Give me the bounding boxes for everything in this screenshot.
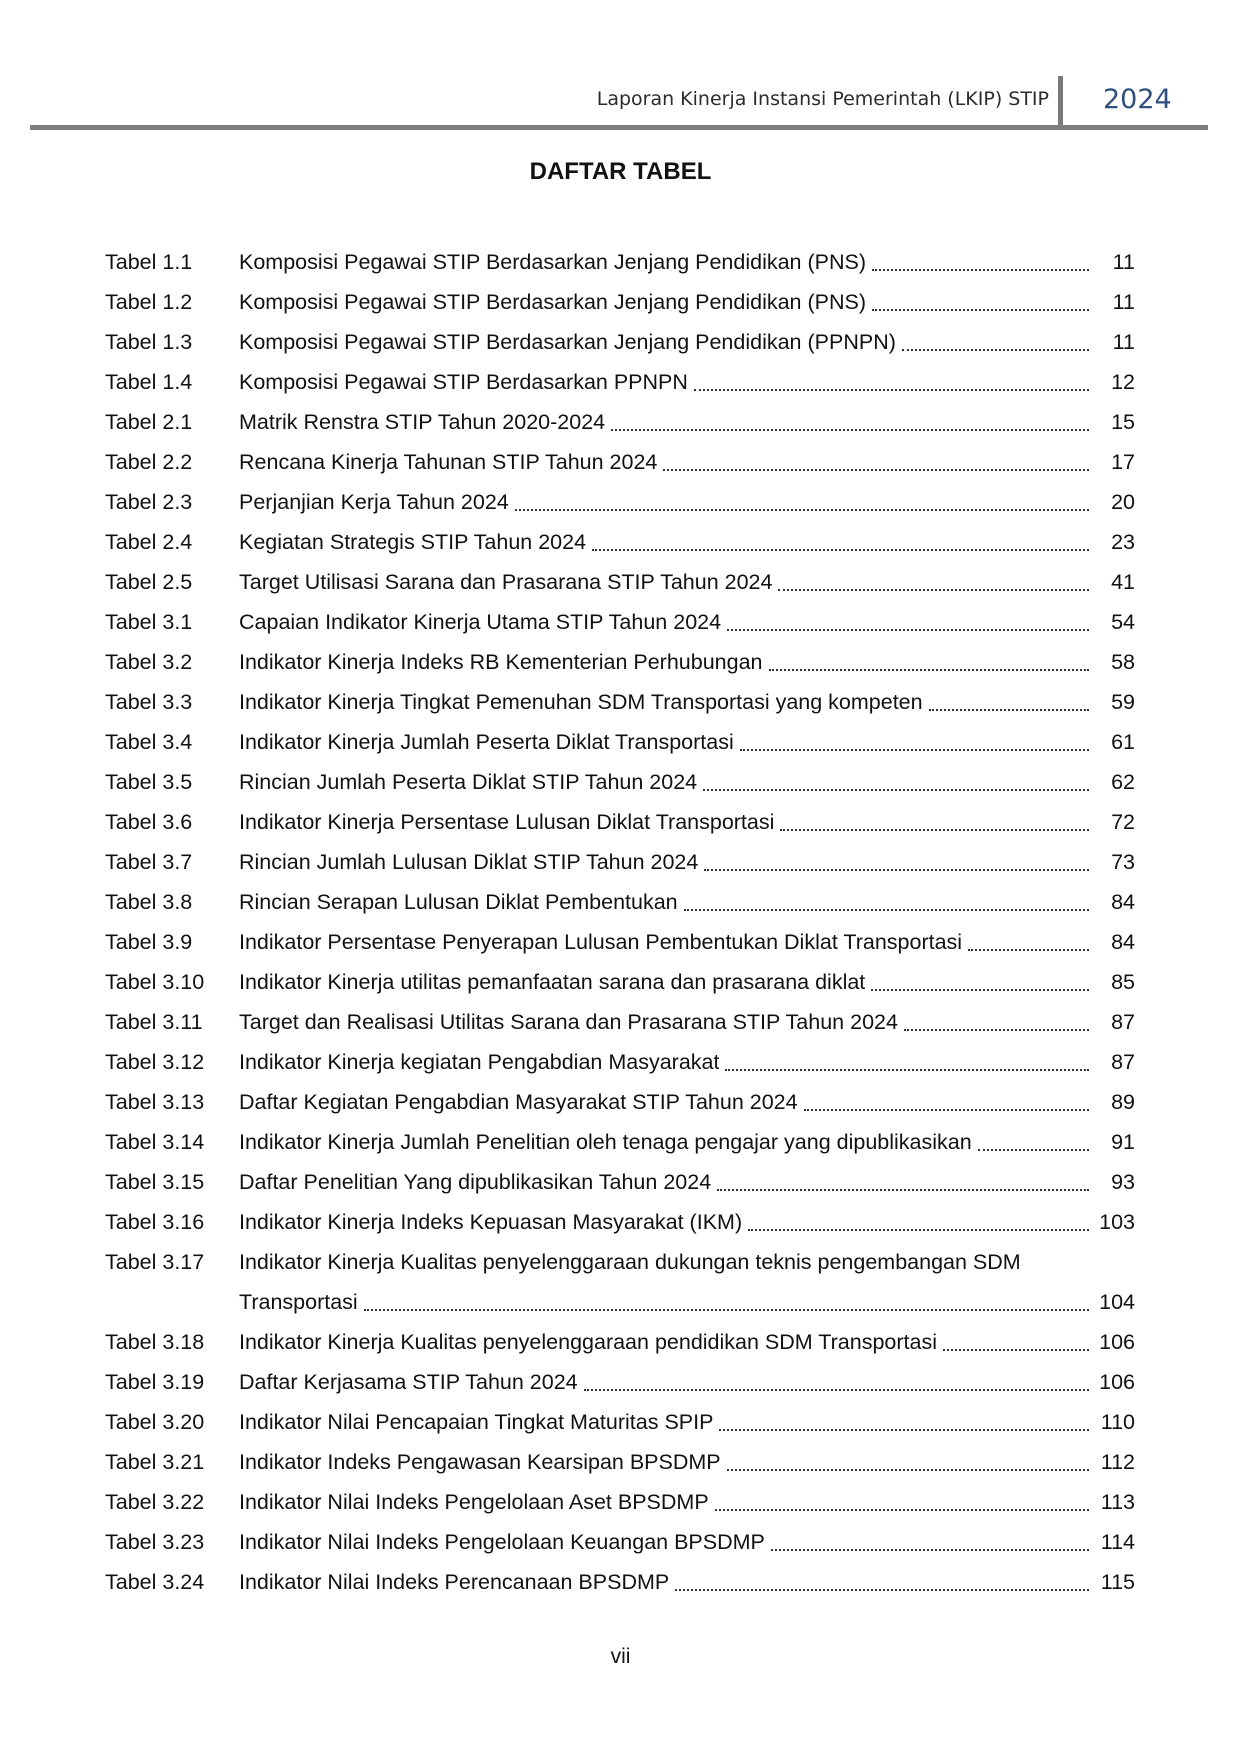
toc-entry[interactable] bbox=[105, 602, 1135, 642]
toc-entry[interactable] bbox=[105, 762, 1135, 802]
toc-entry-number: Tabel 3.1 bbox=[105, 610, 193, 634]
toc-dot-leader bbox=[804, 1109, 1089, 1111]
toc-entry-number: Tabel 3.6 bbox=[105, 810, 193, 834]
toc-dot-leader bbox=[771, 1549, 1089, 1551]
toc-entry-body bbox=[239, 1562, 1135, 1602]
toc-dot-leader bbox=[364, 1309, 1089, 1311]
toc-entry-body bbox=[239, 1162, 1135, 1202]
toc-entry-title: Komposisi Pegawai STIP Berdasarkan Jenjang Pendidikan (PNS) bbox=[239, 290, 867, 314]
toc-entry-page: 59 bbox=[1111, 690, 1135, 714]
toc-dot-leader bbox=[929, 709, 1089, 711]
toc-entry-number: Tabel 3.7 bbox=[105, 850, 193, 874]
toc-entry-body bbox=[239, 882, 1135, 922]
toc-entry[interactable] bbox=[105, 322, 1135, 362]
toc-entry-number: Tabel 3.10 bbox=[105, 970, 205, 994]
toc-entry-page: 11 bbox=[1112, 330, 1135, 354]
toc-entry-title: Indikator Kinerja Indeks RB Kementerian Perhubungan bbox=[239, 650, 763, 674]
toc-entry-page: 103 bbox=[1099, 1210, 1135, 1234]
toc-dot-leader bbox=[719, 1429, 1089, 1431]
toc-entry-page: 93 bbox=[1111, 1170, 1135, 1194]
toc-dot-leader bbox=[694, 389, 1089, 391]
toc-entry-title: Indikator Kinerja Persentase Lulusan Diklat Transportasi bbox=[239, 810, 775, 834]
toc-entry-body bbox=[239, 762, 1135, 802]
toc-entry[interactable] bbox=[105, 682, 1135, 722]
toc-entry[interactable] bbox=[105, 522, 1135, 562]
table-list bbox=[105, 242, 1135, 1602]
toc-entry-title: Indikator Kinerja Kualitas penyelenggaraan pendidikan SDM Transportasi bbox=[239, 1330, 937, 1354]
toc-entry-page: 89 bbox=[1111, 1090, 1135, 1114]
toc-entry-number: Tabel 3.21 bbox=[105, 1450, 205, 1474]
report-year: 2024 bbox=[1103, 84, 1172, 115]
toc-entry-number: Tabel 3.15 bbox=[105, 1170, 205, 1194]
toc-entry-title: Matrik Renstra STIP Tahun 2020-2024 bbox=[239, 410, 606, 434]
toc-dot-leader bbox=[715, 1509, 1089, 1511]
toc-dot-leader bbox=[780, 829, 1089, 831]
toc-entry-page: 115 bbox=[1100, 1570, 1135, 1594]
toc-entry-title: Komposisi Pegawai STIP Berdasarkan PPNPN bbox=[239, 370, 688, 394]
toc-dot-leader bbox=[778, 589, 1089, 591]
toc-entry-body bbox=[239, 682, 1135, 722]
toc-entry-title: Indikator Nilai Indeks Perencanaan BPSDMP bbox=[239, 1570, 670, 1594]
toc-entry-body bbox=[239, 1322, 1135, 1362]
toc-dot-leader bbox=[943, 1349, 1089, 1351]
header-rule bbox=[30, 125, 1208, 130]
toc-entry[interactable] bbox=[105, 1522, 1135, 1562]
toc-entry-page: 84 bbox=[1111, 930, 1135, 954]
toc-entry[interactable] bbox=[105, 402, 1135, 442]
toc-entry-number: Tabel 3.19 bbox=[105, 1370, 205, 1394]
toc-entry-page: 106 bbox=[1099, 1370, 1135, 1394]
toc-entry-title: Komposisi Pegawai STIP Berdasarkan Jenjang Pendidikan (PNS) bbox=[239, 250, 867, 274]
toc-dot-leader bbox=[611, 429, 1089, 431]
toc-entry-body bbox=[239, 802, 1135, 842]
toc-dot-leader bbox=[978, 1149, 1089, 1151]
toc-entry[interactable] bbox=[105, 1482, 1135, 1522]
toc-dot-leader bbox=[740, 749, 1089, 751]
toc-entry-page: 15 bbox=[1111, 410, 1135, 434]
toc-entry-page: 72 bbox=[1111, 810, 1135, 834]
toc-entry-number: Tabel 2.1 bbox=[105, 410, 193, 434]
toc-entry[interactable] bbox=[105, 1002, 1135, 1042]
toc-entry-body bbox=[239, 522, 1135, 562]
toc-entry-page: 87 bbox=[1111, 1010, 1135, 1034]
toc-dot-leader bbox=[515, 509, 1089, 511]
toc-entry[interactable] bbox=[105, 1042, 1135, 1082]
toc-entry-title: Indikator Kinerja Jumlah Penelitian oleh tenaga pengajar yang dipublikasikan bbox=[239, 1130, 972, 1154]
toc-entry[interactable] bbox=[105, 442, 1135, 482]
toc-dot-leader bbox=[904, 1029, 1089, 1031]
header-divider bbox=[1058, 76, 1063, 126]
toc-entry-body bbox=[239, 1242, 1135, 1322]
toc-entry-body bbox=[239, 1402, 1135, 1442]
toc-entry-body bbox=[239, 362, 1135, 402]
toc-entry-page: 91 bbox=[1111, 1130, 1135, 1154]
toc-entry[interactable] bbox=[105, 1162, 1135, 1202]
toc-entry-number: Tabel 3.5 bbox=[105, 770, 193, 794]
toc-dot-leader bbox=[703, 789, 1089, 791]
toc-dot-leader bbox=[968, 949, 1089, 951]
toc-entry-title: Perjanjian Kerja Tahun 2024 bbox=[239, 490, 509, 514]
toc-entry-title: Target dan Realisasi Utilitas Sarana dan Prasarana STIP Tahun 2024 bbox=[239, 1010, 898, 1034]
toc-entry-page: 17 bbox=[1111, 450, 1135, 474]
toc-entry-page: 11 bbox=[1112, 250, 1135, 274]
toc-entry-title: Rincian Jumlah Peserta Diklat STIP Tahun 2024 bbox=[239, 770, 698, 794]
toc-entry-title: Indikator Kinerja Kualitas penyelenggaraan dukungan teknis pengembangan SDM bbox=[239, 1250, 1021, 1274]
toc-entry-title: Daftar Kerjasama STIP Tahun 2024 bbox=[239, 1370, 578, 1394]
toc-entry[interactable] bbox=[105, 1122, 1135, 1162]
toc-entry-body bbox=[239, 1082, 1135, 1122]
toc-entry-page: 84 bbox=[1111, 890, 1135, 914]
toc-dot-leader bbox=[717, 1189, 1089, 1191]
toc-entry-page: 20 bbox=[1111, 490, 1135, 514]
toc-entry-title: Daftar Kegiatan Pengabdian Masyarakat STIP Tahun 2024 bbox=[239, 1090, 798, 1114]
toc-dot-leader bbox=[725, 1069, 1089, 1071]
toc-entry-body bbox=[239, 1362, 1135, 1402]
toc-dot-leader bbox=[684, 909, 1089, 911]
toc-entry-body bbox=[239, 442, 1135, 482]
toc-entry-title: Indikator Nilai Indeks Pengelolaan Aset BPSDMP bbox=[239, 1490, 709, 1514]
toc-entry-number: Tabel 1.3 bbox=[105, 330, 193, 354]
toc-entry[interactable] bbox=[105, 922, 1135, 962]
toc-entry-body bbox=[239, 722, 1135, 762]
toc-entry-title: Target Utilisasi Sarana dan Prasarana STIP Tahun 2024 bbox=[239, 570, 773, 594]
toc-entry-body bbox=[239, 962, 1135, 1002]
toc-entry-title: Kegiatan Strategis STIP Tahun 2024 bbox=[239, 530, 587, 554]
toc-entry-number: Tabel 2.4 bbox=[105, 530, 193, 554]
toc-entry[interactable] bbox=[105, 482, 1135, 522]
toc-entry-number: Tabel 3.12 bbox=[105, 1050, 205, 1074]
toc-entry-body bbox=[239, 642, 1135, 682]
toc-dot-leader bbox=[727, 629, 1089, 631]
toc-entry-body bbox=[239, 482, 1135, 522]
toc-entry-number: Tabel 3.4 bbox=[105, 730, 193, 754]
toc-entry-title: Indikator Kinerja Tingkat Pemenuhan SDM Transportasi yang kompeten bbox=[239, 690, 923, 714]
toc-entry-page: 58 bbox=[1111, 650, 1135, 674]
toc-entry-number: Tabel 1.1 bbox=[105, 250, 193, 274]
toc-entry-body bbox=[239, 1002, 1135, 1042]
toc-entry-number: Tabel 3.18 bbox=[105, 1330, 205, 1354]
toc-entry-page: 87 bbox=[1111, 1050, 1135, 1074]
running-header bbox=[0, 0, 1241, 140]
toc-entry-title: Indikator Nilai Pencapaian Tingkat Maturitas SPIP bbox=[239, 1410, 714, 1434]
toc-entry[interactable] bbox=[105, 1082, 1135, 1122]
toc-entry-number: Tabel 2.2 bbox=[105, 450, 193, 474]
toc-entry-continuation bbox=[239, 1282, 1135, 1322]
toc-entry-number: Tabel 3.8 bbox=[105, 890, 193, 914]
toc-dot-leader bbox=[727, 1469, 1089, 1471]
toc-entry-page: 61 bbox=[1111, 730, 1135, 754]
toc-entry-page: 54 bbox=[1111, 610, 1135, 634]
toc-entry[interactable] bbox=[105, 882, 1135, 922]
toc-entry-page: 112 bbox=[1100, 1450, 1135, 1474]
toc-entry-number: Tabel 3.2 bbox=[105, 650, 193, 674]
toc-entry-page: 73 bbox=[1111, 850, 1135, 874]
toc-entry-body bbox=[239, 242, 1135, 282]
toc-dot-leader bbox=[704, 869, 1089, 871]
toc-entry-body bbox=[239, 402, 1135, 442]
toc-entry-title: Indikator Indeks Pengawasan Kearsipan BPSDMP bbox=[239, 1450, 721, 1474]
toc-entry-number: Tabel 3.17 bbox=[105, 1250, 205, 1274]
toc-entry-page: 106 bbox=[1099, 1330, 1135, 1354]
toc-entry-number: Tabel 3.22 bbox=[105, 1490, 205, 1514]
toc-entry-body bbox=[239, 322, 1135, 362]
toc-entry-title: Indikator Kinerja Jumlah Peserta Diklat Transportasi bbox=[239, 730, 734, 754]
toc-dot-leader bbox=[748, 1229, 1089, 1231]
toc-entry-number: Tabel 3.16 bbox=[105, 1210, 205, 1234]
toc-entry-title: Rencana Kinerja Tahunan STIP Tahun 2024 bbox=[239, 450, 658, 474]
toc-entry-title: Capaian Indikator Kinerja Utama STIP Tahun 2024 bbox=[239, 610, 722, 634]
toc-entry-body bbox=[239, 1442, 1135, 1482]
toc-entry-body bbox=[239, 1482, 1135, 1522]
toc-entry[interactable] bbox=[105, 1202, 1135, 1242]
toc-entry-title: Indikator Kinerja Indeks Kepuasan Masyarakat (IKM) bbox=[239, 1210, 743, 1234]
toc-entry[interactable] bbox=[105, 842, 1135, 882]
toc-dot-leader bbox=[872, 269, 1089, 271]
toc-entry[interactable] bbox=[105, 962, 1135, 1002]
toc-entry-page: 41 bbox=[1111, 570, 1135, 594]
toc-entry-page: 85 bbox=[1111, 970, 1135, 994]
toc-dot-leader bbox=[769, 669, 1090, 671]
toc-entry-number: Tabel 3.3 bbox=[105, 690, 193, 714]
toc-entry-number: Tabel 2.3 bbox=[105, 490, 193, 514]
toc-entry-body bbox=[239, 922, 1135, 962]
toc-entry-title-continuation: Transportasi bbox=[239, 1290, 358, 1314]
toc-entry-page: 113 bbox=[1100, 1490, 1135, 1514]
toc-entry-number: Tabel 3.13 bbox=[105, 1090, 205, 1114]
toc-entry[interactable] bbox=[105, 1562, 1135, 1602]
toc-entry[interactable] bbox=[105, 282, 1135, 322]
toc-entry-page: 62 bbox=[1111, 770, 1135, 794]
toc-entry-body bbox=[239, 1122, 1135, 1162]
toc-entry[interactable] bbox=[105, 1362, 1135, 1402]
toc-entry-title: Rincian Serapan Lulusan Diklat Pembentukan bbox=[239, 890, 678, 914]
toc-entry[interactable] bbox=[105, 362, 1135, 402]
toc-entry[interactable] bbox=[105, 642, 1135, 682]
page-number: vii bbox=[610, 1645, 631, 1668]
toc-entry-title-block bbox=[239, 1242, 1135, 1322]
toc-entry-number: Tabel 3.11 bbox=[105, 1010, 203, 1034]
toc-dot-leader bbox=[902, 349, 1089, 351]
toc-entry-body bbox=[239, 1202, 1135, 1242]
toc-entry-number: Tabel 3.14 bbox=[105, 1130, 205, 1154]
toc-dot-leader bbox=[872, 309, 1089, 311]
toc-entry[interactable] bbox=[105, 1322, 1135, 1362]
toc-entry[interactable] bbox=[105, 1442, 1135, 1482]
toc-entry-title: Indikator Kinerja utilitas pemanfaatan sarana dan prasarana diklat bbox=[239, 970, 866, 994]
toc-entry[interactable] bbox=[105, 562, 1135, 602]
toc-entry[interactable] bbox=[105, 1242, 1135, 1322]
toc-entry-number: Tabel 1.4 bbox=[105, 370, 193, 394]
toc-entry-body bbox=[239, 1042, 1135, 1082]
toc-entry-number: Tabel 2.5 bbox=[105, 570, 193, 594]
toc-dot-leader bbox=[584, 1389, 1089, 1391]
toc-entry-page: 11 bbox=[1112, 290, 1135, 314]
toc-entry-title: Rincian Jumlah Lulusan Diklat STIP Tahun 2024 bbox=[239, 850, 699, 874]
toc-entry-page: 12 bbox=[1111, 370, 1135, 394]
toc-dot-leader bbox=[871, 989, 1089, 991]
toc-entry-number: Tabel 3.24 bbox=[105, 1570, 205, 1594]
toc-entry[interactable] bbox=[105, 722, 1135, 762]
toc-entry-page: 104 bbox=[1099, 1290, 1135, 1314]
toc-entry[interactable] bbox=[105, 242, 1135, 282]
toc-entry-page: 114 bbox=[1100, 1530, 1135, 1554]
toc-entry-body bbox=[239, 562, 1135, 602]
toc-entry-title: Daftar Penelitian Yang dipublikasikan Tahun 2024 bbox=[239, 1170, 712, 1194]
report-title: Laporan Kinerja Instansi Pemerintah (LKIP) STIP bbox=[596, 88, 1049, 110]
toc-entry-body bbox=[239, 602, 1135, 642]
toc-entry-page: 110 bbox=[1100, 1410, 1135, 1434]
toc-dot-leader bbox=[592, 549, 1089, 551]
toc-dot-leader bbox=[675, 1589, 1089, 1591]
toc-entry-number: Tabel 1.2 bbox=[105, 290, 193, 314]
toc-dot-leader bbox=[663, 469, 1089, 471]
toc-entry-title: Indikator Nilai Indeks Pengelolaan Keuangan BPSDMP bbox=[239, 1530, 765, 1554]
toc-entry-body bbox=[239, 282, 1135, 322]
toc-entry-number: Tabel 3.9 bbox=[105, 930, 193, 954]
toc-entry-title: Indikator Kinerja kegiatan Pengabdian Masyarakat bbox=[239, 1050, 720, 1074]
toc-entry-body bbox=[239, 1522, 1135, 1562]
toc-entry[interactable] bbox=[105, 1402, 1135, 1442]
toc-entry[interactable] bbox=[105, 802, 1135, 842]
toc-entry-body bbox=[239, 842, 1135, 882]
toc-entry-number: Tabel 3.23 bbox=[105, 1530, 205, 1554]
toc-entry-title: Indikator Persentase Penyerapan Lulusan Pembentukan Diklat Transportasi bbox=[239, 930, 963, 954]
toc-entry-page: 23 bbox=[1111, 530, 1135, 554]
toc-entry-number: Tabel 3.20 bbox=[105, 1410, 205, 1434]
page-title: DAFTAR TABEL bbox=[529, 158, 712, 185]
toc-entry-title: Komposisi Pegawai STIP Berdasarkan Jenjang Pendidikan (PPNPN) bbox=[239, 330, 896, 354]
